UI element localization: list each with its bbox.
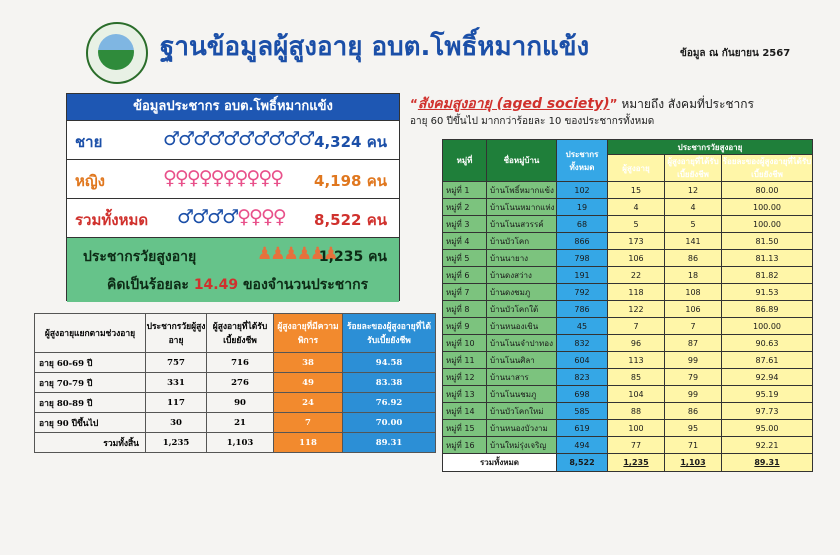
table-row: หมู่ที่ 16 บ้านใหม่รุ่งเจริญ 494 77 71 92.21 — [443, 437, 813, 454]
age-header-population: ประชากรวัยผู้สูงอายุ — [146, 314, 207, 353]
table-row: หมู่ที่ 1 บ้านโพธิ์หมากแข้ง 102 15 12 80.00 — [443, 182, 813, 199]
age-header-range: ผู้สูงอายุแยกตามช่วงอายุ — [35, 314, 146, 353]
society-term: สังคมสูงอายุ (aged society) — [417, 96, 610, 112]
table-row: หมู่ที่ 3 บ้านโนนสวรรค์ 68 5 5 100.00 — [443, 216, 813, 233]
table-row: หมู่ที่ 14 บ้านบัวโคกใหม่ 585 88 86 97.73 — [443, 403, 813, 420]
society-definition-line2: อายุ 60 ปีขึ้นไป มากกว่าร้อยละ 10 ของประชากรทั้งหมด — [410, 116, 655, 127]
elderly-box — [67, 237, 399, 302]
table-header-row — [443, 140, 813, 155]
table-row: หมู่ที่ 9 บ้านหนองเขิน 45 7 7 100.00 — [443, 318, 813, 335]
male-row — [67, 120, 399, 159]
society-definition: “สังคมสูงอายุ (aged society)” หมายถึง สังคมที่ประชากร — [410, 96, 755, 112]
table-row: หมู่ที่ 5 บ้านนายาง 798 106 86 81.13 — [443, 250, 813, 267]
village-header-elderly: ผู้สูงอายุ — [608, 155, 665, 182]
elderly-value: 1,235 คน — [318, 249, 387, 265]
village-table — [442, 139, 813, 472]
society-means: หมายถึง สังคมที่ประชากร — [621, 97, 755, 111]
village-total-row: รวมทั้งหมด 8,522 1,235 1,103 89.31 — [443, 454, 813, 472]
age-group-table — [34, 313, 436, 453]
male-figures-icon: ♂♂♂♂♂♂♂♂♂♂ — [163, 128, 314, 150]
table-row: อายุ 60-69 ปี 757 716 38 94.58 — [35, 353, 436, 373]
table-row: หมู่ที่ 12 บ้านนาสาร 823 85 79 92.94 — [443, 369, 813, 386]
data-date: ข้อมูล ณ กันยายน 2567 — [680, 48, 791, 59]
page-title: ฐานข้อมูลผู้สูงอายุ อบต.โพธิ์หมากแข้ง — [160, 32, 590, 62]
female-label: หญิง — [75, 172, 105, 190]
table-row: อายุ 90 ปีขึ้นไป 30 21 7 70.00 — [35, 413, 436, 433]
table-total-row: รวมทั้งสิ้น 1,235 1,103 118 89.31 — [35, 433, 436, 453]
mixed-figures-icon: ♂♂♂♂♀♀♀♀ — [177, 206, 285, 228]
elderly-percent-line: คิดเป็นร้อยละ 14.49 ของจำนวนประชากร — [107, 277, 369, 293]
female-figures-icon: ♀♀♀♀♀♀♀♀♀♀ — [163, 167, 283, 189]
table-row: อายุ 70-79 ปี 331 276 49 83.38 — [35, 373, 436, 393]
organization-seal — [86, 22, 148, 84]
female-row — [67, 159, 399, 198]
village-header-percent: ร้อยละของผู้สูงอายุที่ได้รับเบี้ยยังชีพ — [722, 155, 813, 182]
table-row: อายุ 80-89 ปี 117 90 24 76.92 — [35, 393, 436, 413]
total-label: รวมทั้งหมด — [75, 211, 149, 229]
population-heading: ข้อมูลประชากร อบต.โพธิ์หมากแข้ง — [67, 94, 399, 120]
table-row: หมู่ที่ 13 บ้านโนนชมภู 698 104 99 95.19 — [443, 386, 813, 403]
table-header-row — [35, 314, 436, 353]
table-row: หมู่ที่ 4 บ้านบัวโคก 866 173 141 81.50 — [443, 233, 813, 250]
male-value: 4,324 คน — [314, 133, 387, 151]
elderly-label: ประชากรวัยสูงอายุ — [83, 249, 197, 265]
table-row: หมู่ที่ 7 บ้านดงชมภู 792 118 108 91.53 — [443, 284, 813, 301]
age-header-allowance: ผู้สูงอายุที่ได้รับเบี้ยยังชีพ — [207, 314, 274, 353]
elderly-percent: 14.49 — [193, 277, 239, 293]
population-summary — [66, 93, 400, 301]
total-row — [67, 198, 399, 237]
table-row: หมู่ที่ 11 บ้านโนนศิลา 604 113 99 87.61 — [443, 352, 813, 369]
male-label: ชาย — [75, 133, 103, 151]
age-header-percent: ร้อยละของผู้สูงอายุที่ได้รับเบี้ยยังชีพ — [343, 314, 436, 353]
village-header-allowance: ผู้สูงอายุที่ได้รับเบี้ยยังชีพ — [665, 155, 722, 182]
elderly-figures-icon: ♟♟♟♟♟♟ — [257, 244, 337, 264]
table-row: หมู่ที่ 2 บ้านโนนหมากแห่ง 19 4 4 100.00 — [443, 199, 813, 216]
village-header-elderly-group: ประชากรวัยสูงอายุ — [608, 140, 813, 155]
table-row: หมู่ที่ 15 บ้านหนองบัวงาม 619 100 95 95.00 — [443, 420, 813, 437]
table-row: หมู่ที่ 10 บ้านโนนจำปาทอง 832 96 87 90.63 — [443, 335, 813, 352]
table-row: หมู่ที่ 6 บ้านดงสว่าง 191 22 18 81.82 — [443, 267, 813, 284]
village-header-population: ประชากรทั้งหมด — [557, 140, 608, 182]
village-header-name: ชื่อหมู่บ้าน — [487, 140, 557, 182]
total-value: 8,522 คน — [314, 211, 387, 229]
village-header-moo: หมู่ที่ — [443, 140, 487, 182]
table-row: หมู่ที่ 8 บ้านบัวโคกใต้ 786 122 106 86.89 — [443, 301, 813, 318]
age-header-disabled: ผู้สูงอายุที่มีความพิการ — [274, 314, 343, 353]
female-value: 4,198 คน — [314, 172, 387, 190]
